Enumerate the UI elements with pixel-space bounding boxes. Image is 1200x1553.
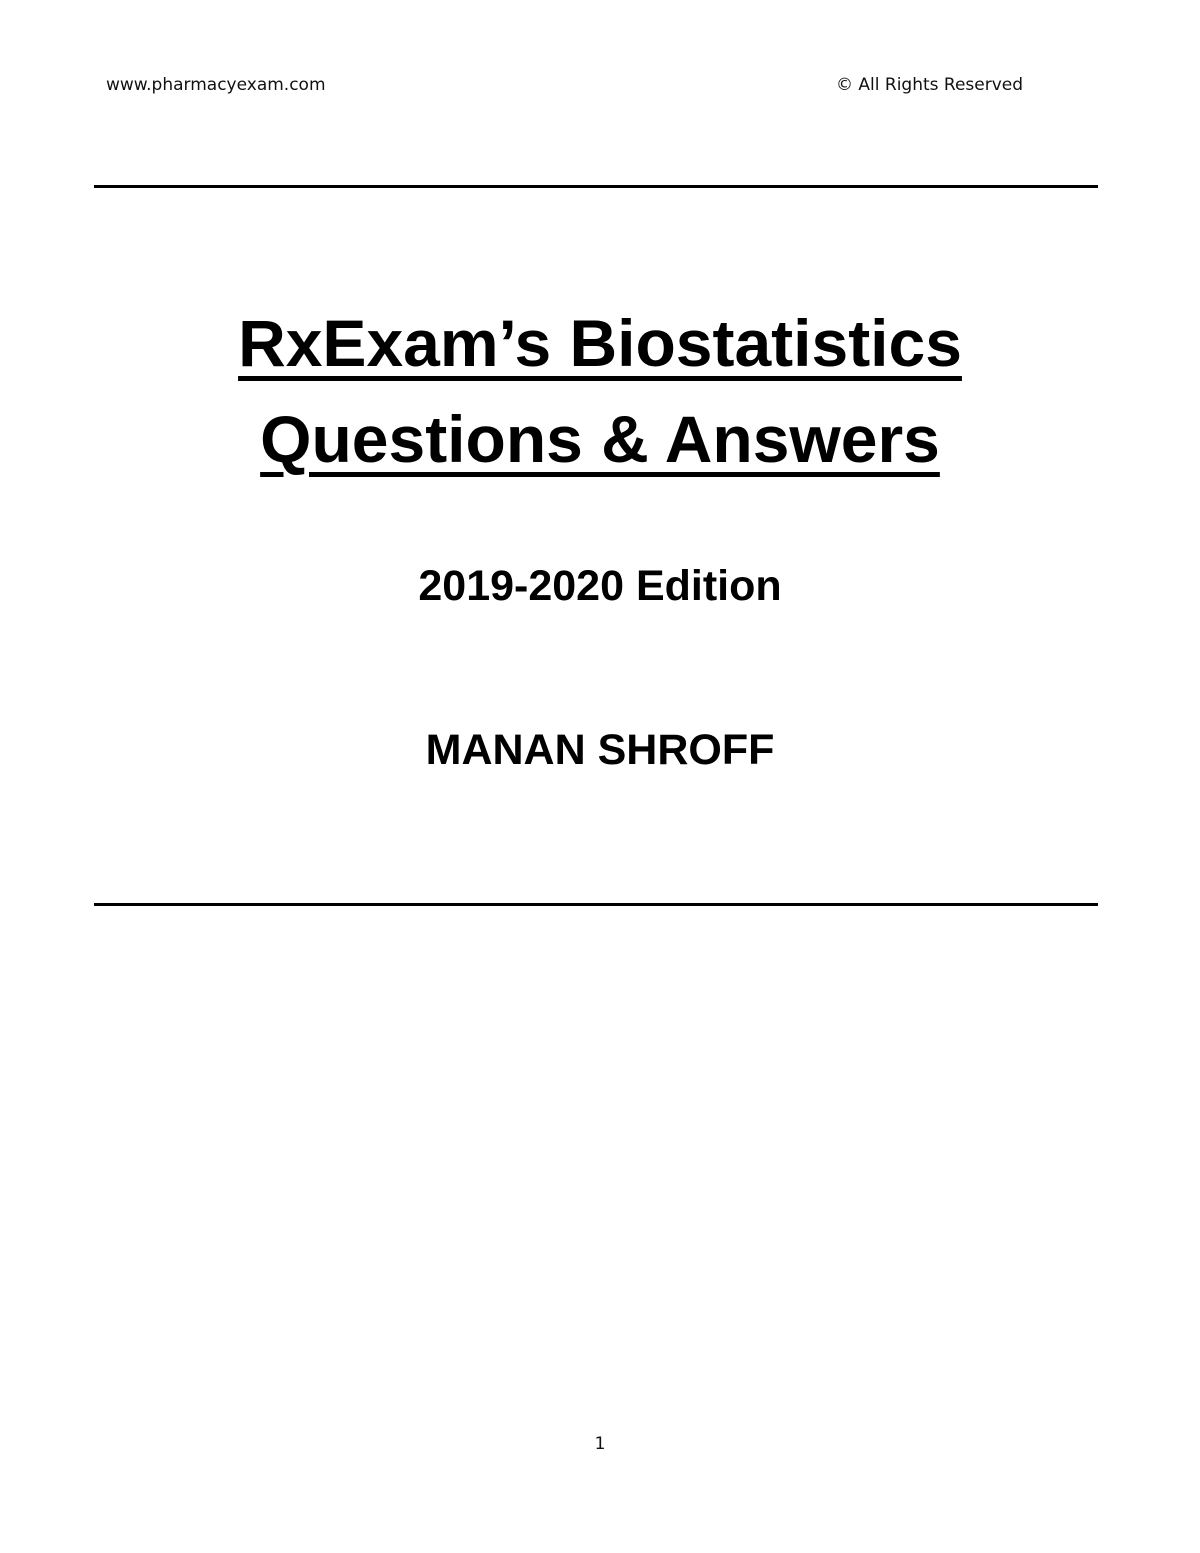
edition-label: 2019-2020 Edition — [418, 562, 782, 610]
page-number: 1 — [594, 1434, 606, 1454]
title-line-2-text: Questions & Answers — [260, 402, 940, 476]
author-name: MANAN SHROFF — [425, 726, 775, 774]
title-line-1 — [0, 298, 1200, 388]
bottom-divider — [94, 903, 1098, 906]
header-rights: © All Rights Reserved — [836, 75, 1024, 95]
title-line-1-text: RxExam’s Biostatistics — [238, 306, 962, 380]
top-divider — [94, 185, 1098, 188]
title-line-2 — [0, 394, 1200, 484]
header-website: www.pharmacyexam.com — [106, 75, 326, 95]
